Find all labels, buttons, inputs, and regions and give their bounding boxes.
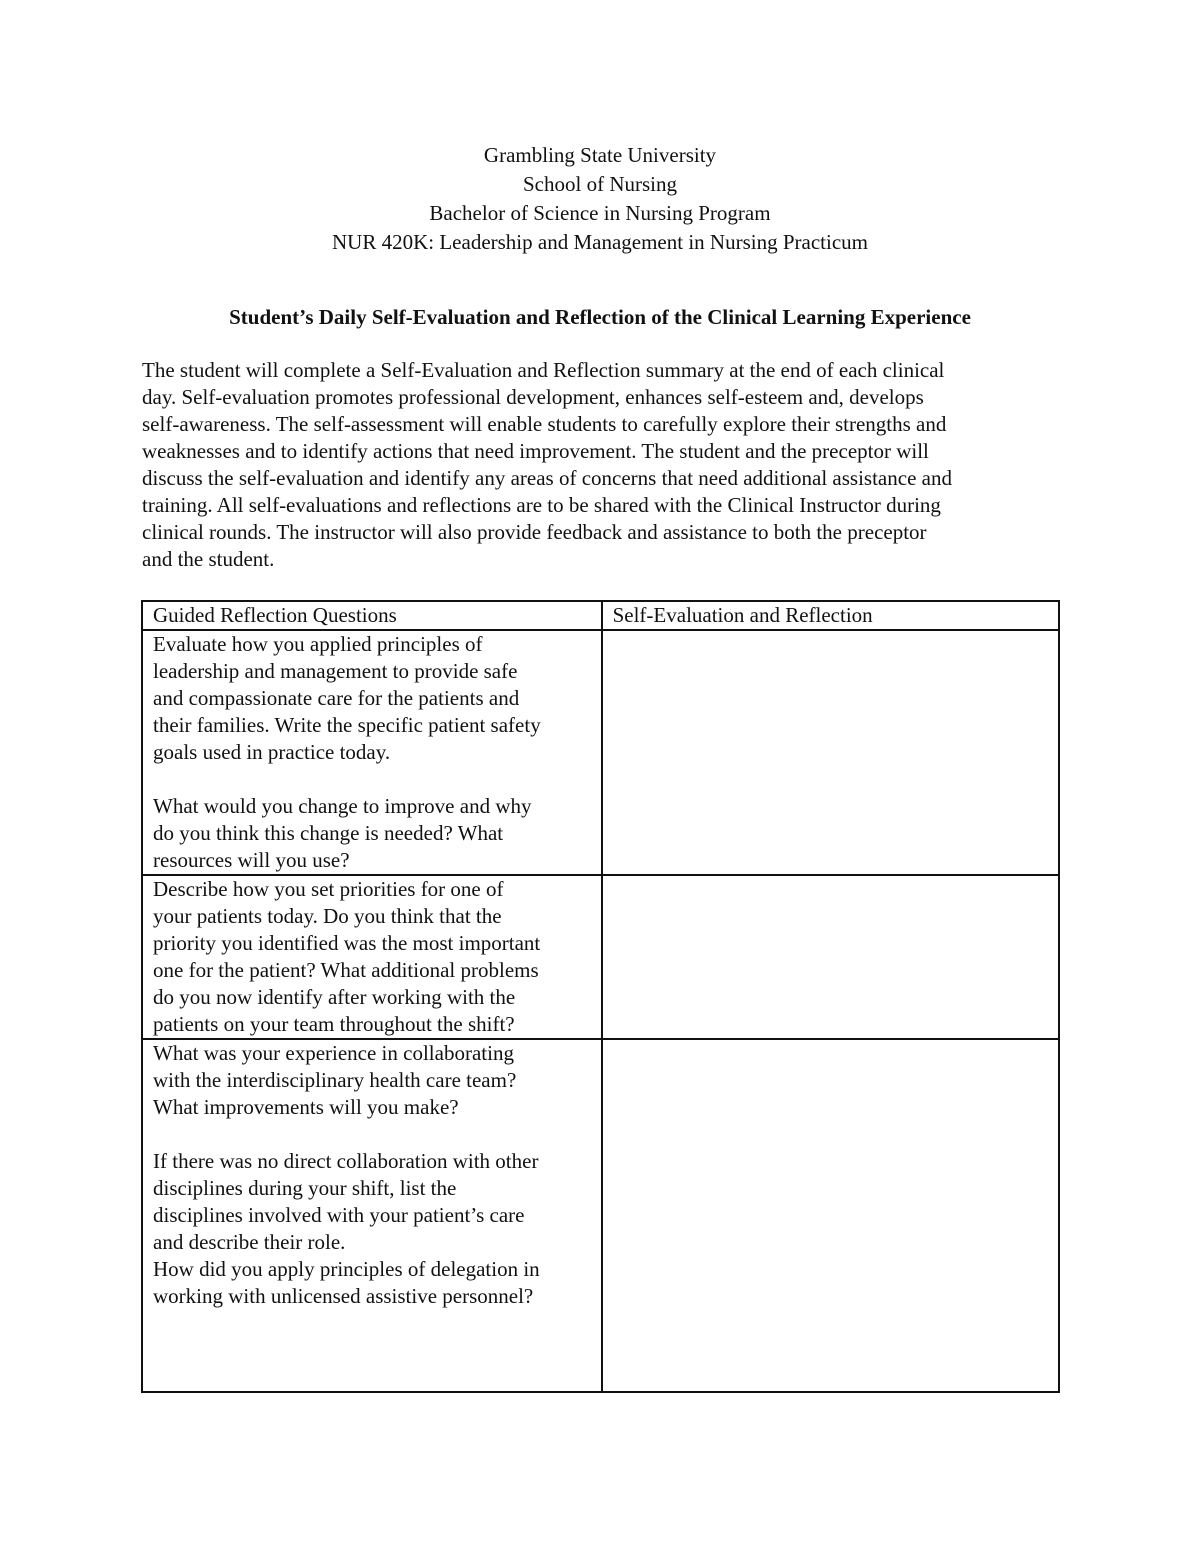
response-cell[interactable] [602,1039,1059,1392]
table-row [142,630,1059,875]
question-line: one for the patient? What additional problems [153,958,539,982]
intro-paragraph [142,357,1062,573]
table-header-row [142,601,1059,630]
question-line: working with unlicensed assistive personnel? [153,1284,534,1308]
question-line: If there was no direct collaboration with other [153,1149,539,1173]
question-line: disciplines involved with your patient’s care [153,1203,525,1227]
header-self-evaluation: Self-Evaluation and Reflection [602,601,1059,630]
question-line: and describe their role. [153,1230,346,1254]
question-cell [142,875,602,1039]
table-row [142,875,1059,1039]
question-line: How did you apply principles of delegation in [153,1257,540,1281]
intro-line: day. Self-evaluation promotes professional development, enhances self-esteem and, develops [142,385,924,409]
question-line: Evaluate how you applied principles of [153,632,483,656]
program-name: Bachelor of Science in Nursing Program [429,201,771,225]
course-name: NUR 420K: Leadership and Management in Nursing Practicum [332,230,868,254]
question-line: with the interdisciplinary health care team? [153,1068,517,1092]
intro-line: weaknesses and to identify actions that need improvement. The student and the preceptor will [142,439,929,463]
question-line: Describe how you set priorities for one of [153,877,504,901]
question-line: priority you identified was the most important [153,931,541,955]
question-line: goals used in practice today. [153,740,391,764]
question-line: What improvements will you make? [153,1095,459,1119]
question-line: resources will you use? [153,848,350,872]
question-line: What was your experience in collaborating [153,1041,514,1065]
intro-line: and the student. [142,547,275,571]
intro-line: self-awareness. The self-assessment will enable students to carefully explore their strengths and [142,412,947,436]
paragraph-gap [153,766,593,793]
question-cell [142,1039,602,1392]
question-cell [142,630,602,875]
question-line: leadership and management to provide safe [153,659,518,683]
response-cell[interactable] [602,630,1059,875]
document-header [0,141,1200,257]
paragraph-gap [153,1121,593,1148]
intro-line: clinical rounds. The instructor will also provide feedback and assistance to both the preceptor [142,520,927,544]
question-line: patients on your team throughout the shift? [153,1012,515,1036]
intro-line: training. All self-evaluations and reflections are to be shared with the Clinical Instructor during [142,493,941,517]
table-row [142,1039,1059,1392]
question-line: and compassionate care for the patients and [153,686,520,710]
question-line: disciplines during your shift, list the [153,1176,457,1200]
intro-line: discuss the self-evaluation and identify any areas of concerns that need additional assistance and [142,466,952,490]
question-line: your patients today. Do you think that the [153,904,502,928]
response-cell[interactable] [602,875,1059,1039]
intro-line: The student will complete a Self-Evaluation and Reflection summary at the end of each clinical [142,358,945,382]
university-name: Grambling State University [483,143,717,167]
header-guided-questions: Guided Reflection Questions [142,601,602,630]
question-line: their families. Write the specific patient safety [153,713,541,737]
document-title: Student’s Daily Self-Evaluation and Reflection of the Clinical Learning Experience [229,305,971,329]
school-name: School of Nursing [523,172,677,196]
question-line: What would you change to improve and why [153,794,532,818]
question-line: do you now identify after working with the [153,985,516,1009]
reflection-table [141,600,1060,1393]
question-line: do you think this change is needed? What [153,821,504,845]
